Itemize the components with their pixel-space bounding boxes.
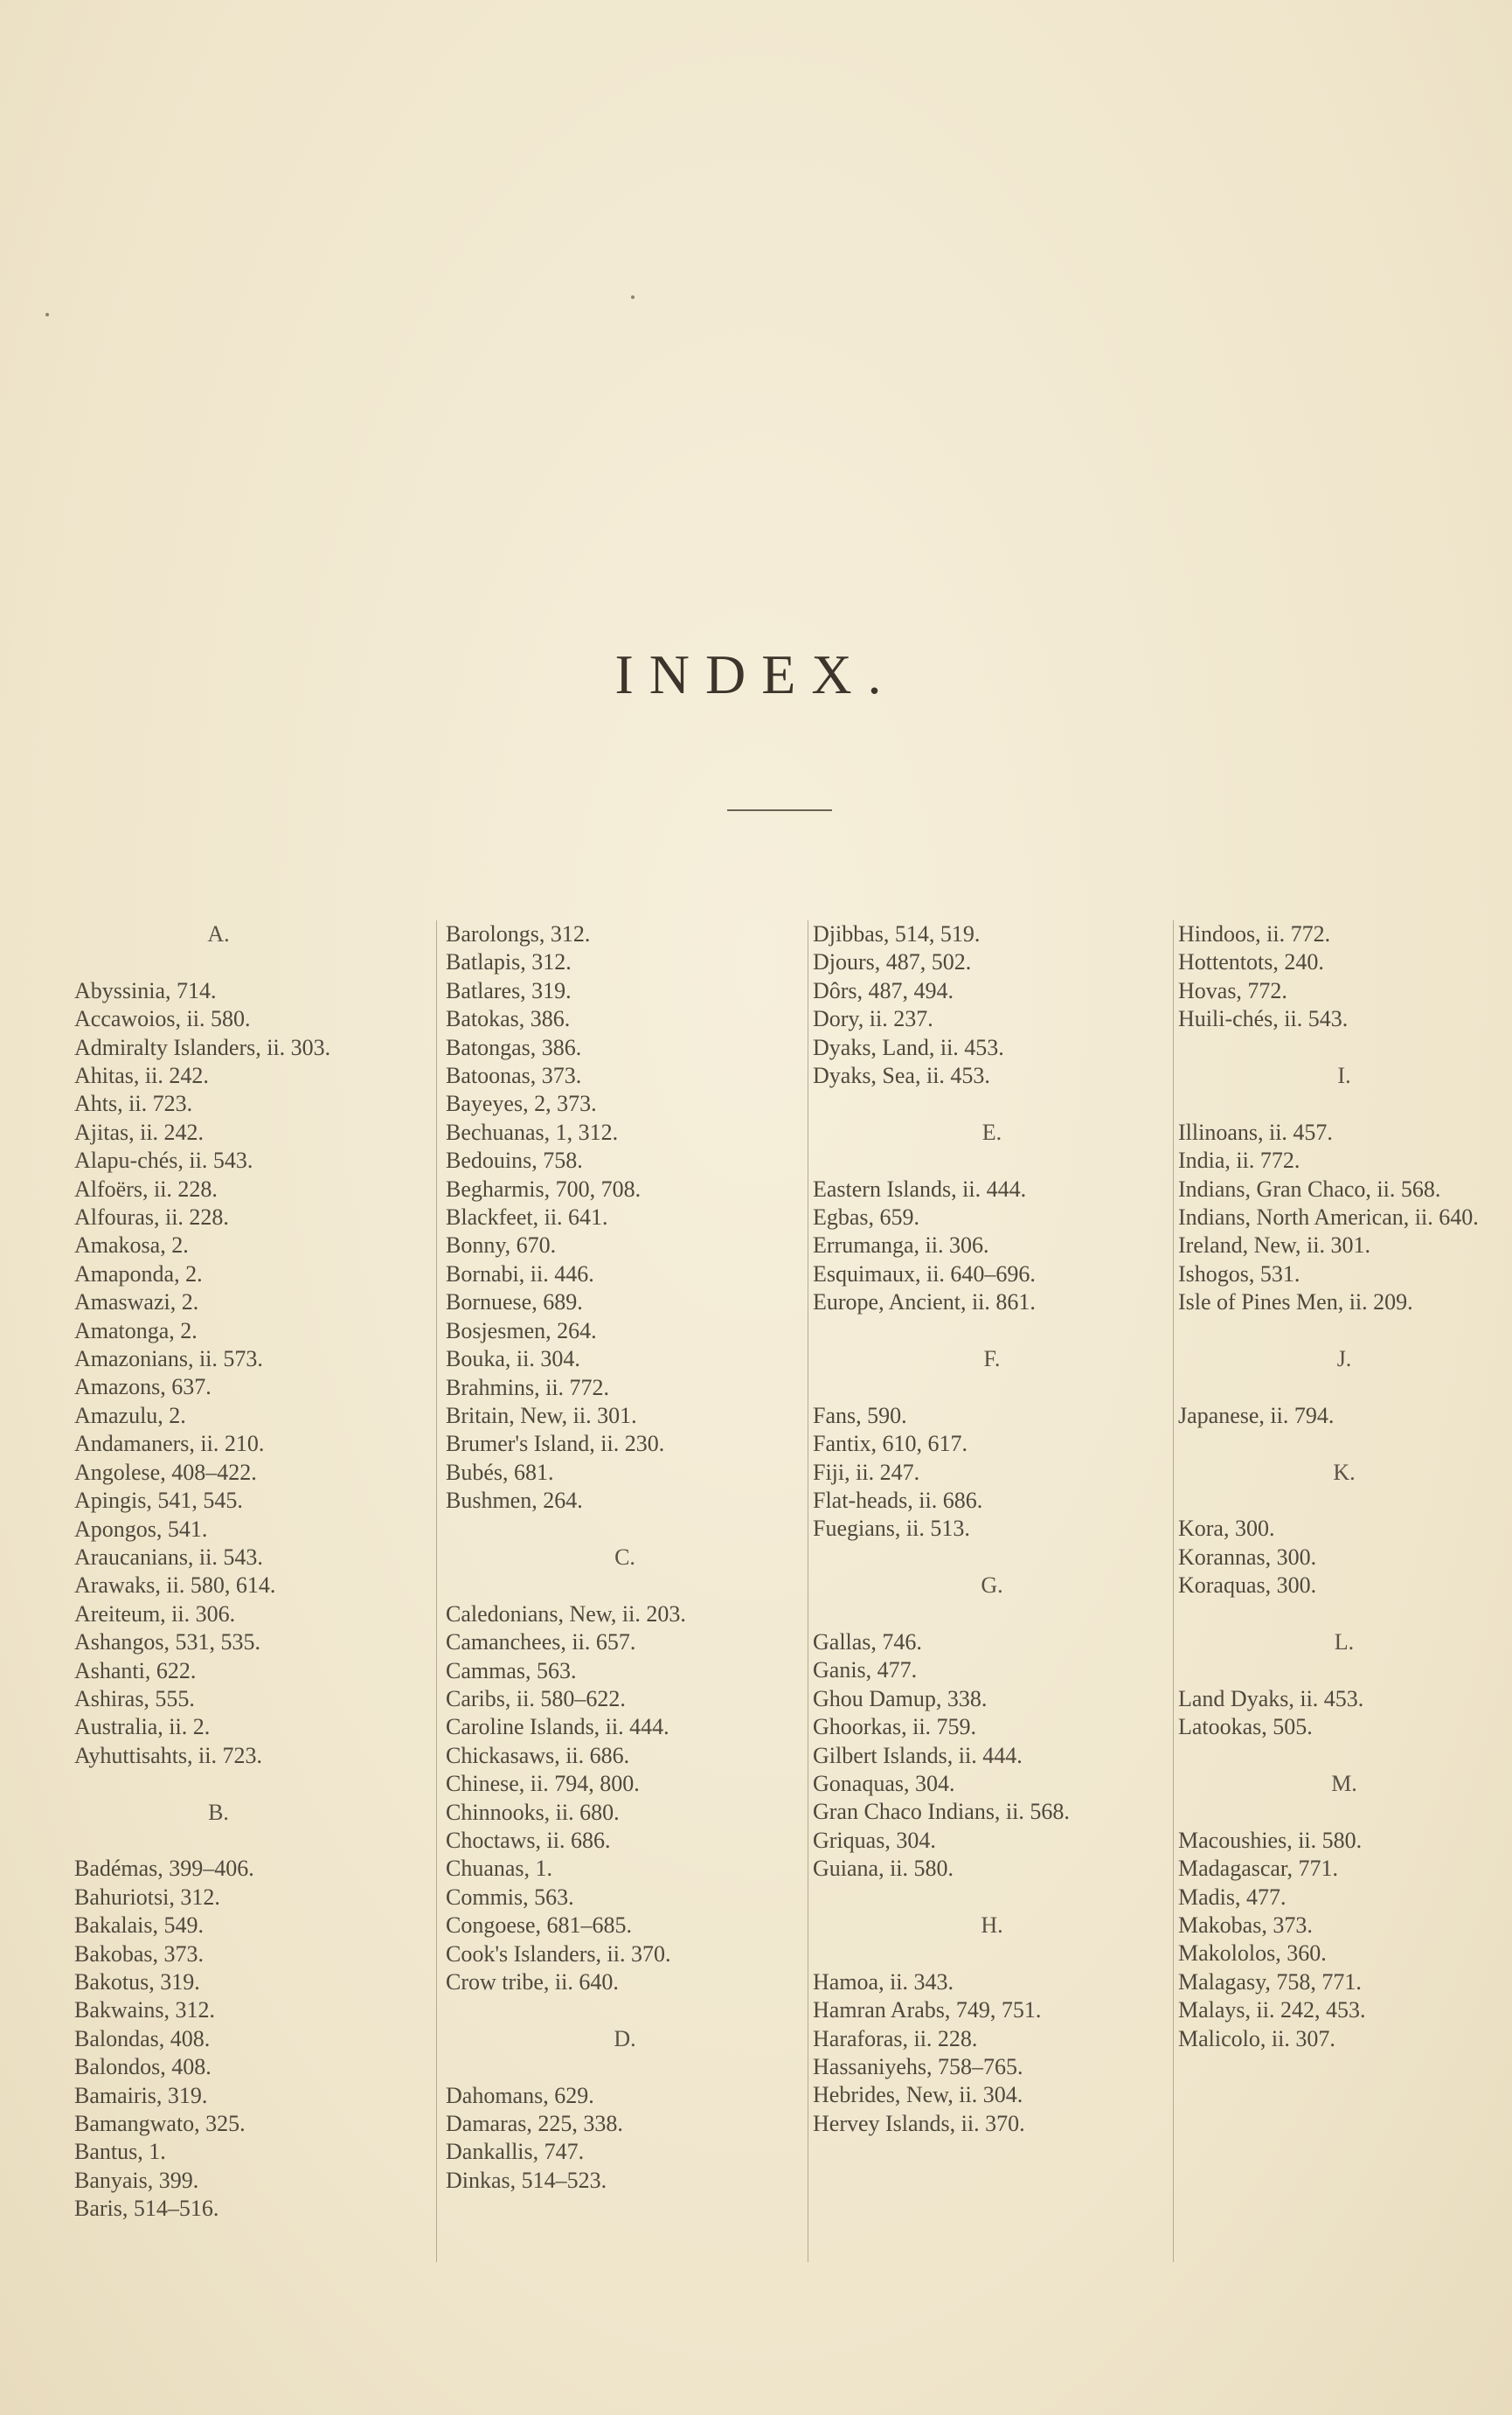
index-column-3: [813, 920, 1171, 2138]
index-entry: Bechuanas, 1, 312.: [446, 1119, 619, 1145]
index-entry: Griquas, 304.: [813, 1827, 936, 1853]
index-entry: Latookas, 505.: [1178, 1714, 1313, 1740]
index-entry: Commis, 563.: [446, 1884, 574, 1910]
index-entry: Cook's Islanders, ii. 370.: [446, 1940, 671, 1967]
index-column-4: [1178, 920, 1510, 2053]
index-entry: Malagasy, 758, 771.: [1178, 1968, 1362, 1995]
index-entry: Ashanti, 622.: [74, 1657, 197, 1683]
index-entry: Amatonga, 2.: [74, 1317, 198, 1343]
section-gap: [813, 1884, 1171, 1912]
index-entry: Hassaniyehs, 758–765.: [813, 2054, 1023, 2080]
index-entry: Illinoans, ii. 457.: [1178, 1119, 1333, 1145]
index-entry: Ghoorkas, ii. 759.: [813, 1714, 977, 1740]
index-entry: Alapu-chés, ii. 543.: [74, 1148, 253, 1174]
index-entry: Gonaquas, 304.: [813, 1771, 955, 1797]
index-entry: Bushmen, 264.: [446, 1488, 583, 1514]
index-entry: Australia, ii. 2.: [74, 1714, 211, 1740]
index-entry: Caribs, ii. 580–622.: [446, 1685, 626, 1711]
index-entry: Djibbas, 514, 519.: [813, 921, 981, 947]
index-entry: Hovas, 772.: [1178, 977, 1287, 1003]
index-entry: Batokas, 386.: [446, 1006, 571, 1032]
index-entry: Bamangwato, 325.: [74, 2110, 246, 2136]
section-letter-heading: J.: [1336, 1346, 1352, 1372]
index-entry: Malicolo, ii. 307.: [1178, 2025, 1335, 2051]
index-entry: Amazons, 637.: [74, 1374, 212, 1400]
section-letter-heading: E.: [981, 1119, 1002, 1145]
index-entry: Caroline Islands, ii. 444.: [446, 1714, 669, 1740]
index-entry: Bamairis, 319.: [74, 2082, 208, 2108]
index-entry: Bakwains, 312.: [74, 1997, 216, 2023]
index-entry: Hamoa, ii. 343.: [813, 1968, 954, 1995]
index-entry: Hervey Islands, ii. 370.: [813, 2110, 1025, 2136]
index-entry: Alfoërs, ii. 228.: [74, 1176, 218, 1202]
index-entry: Makobas, 373.: [1178, 1912, 1313, 1938]
index-entry: Djours, 487, 502.: [813, 949, 972, 975]
section-gap: [1178, 1317, 1510, 1345]
index-entry: Bayeyes, 2, 373.: [446, 1091, 597, 1117]
index-entry: Balondos, 408.: [74, 2054, 212, 2080]
section-letter-heading: M.: [1331, 1770, 1357, 1796]
section-letter-heading: F.: [983, 1346, 1001, 1372]
index-entry: Korannas, 300.: [1178, 1544, 1317, 1570]
section-gap: [813, 1317, 1171, 1345]
index-entry: Britain, New, ii. 301.: [446, 1402, 637, 1428]
section-letter-heading: I.: [1337, 1063, 1351, 1089]
index-entry: Brahmins, ii. 772.: [446, 1374, 610, 1400]
index-entry: Amazulu, 2.: [74, 1402, 186, 1428]
index-entry: Ghou Damup, 338.: [813, 1685, 988, 1711]
index-entry: Arawaks, ii. 580, 614.: [74, 1572, 276, 1599]
index-entry: Bedouins, 758.: [446, 1148, 583, 1174]
page-title: INDEX.: [614, 643, 898, 705]
index-entry: Indians, North American, ii. 640.: [1178, 1204, 1479, 1231]
index-entry: Ganis, 477.: [813, 1657, 918, 1683]
index-entry: Fantix, 610, 617.: [813, 1431, 968, 1457]
index-entry: Dankallis, 747.: [446, 2139, 585, 2165]
index-entry: Gilbert Islands, ii. 444.: [813, 1742, 1023, 1768]
section-gap: [1178, 1034, 1510, 1062]
index-entry: Damaras, 225, 338.: [446, 2110, 623, 2136]
index-entry: Gran Chaco Indians, ii. 568.: [813, 1799, 1070, 1825]
index-entry: Batongas, 386.: [446, 1034, 582, 1060]
section-gap: [446, 1996, 804, 2024]
index-entry: Amaswazi, 2.: [74, 1289, 199, 1315]
index-entry: Indians, Gran Chaco, ii. 568.: [1178, 1176, 1441, 1202]
index-entry: Gallas, 746.: [813, 1629, 922, 1655]
index-entry: Andamaners, ii. 210.: [74, 1431, 265, 1457]
index-entry: Macoushies, ii. 580.: [1178, 1827, 1363, 1853]
index-entry: Areiteum, ii. 306.: [74, 1600, 236, 1627]
section-letter-heading: G.: [981, 1572, 1003, 1599]
index-entry: Ahitas, ii. 242.: [74, 1063, 209, 1088]
index-entry: Bonny, 670.: [446, 1232, 557, 1259]
index-entry: Blackfeet, ii. 641.: [446, 1204, 608, 1231]
index-entry: Ishogos, 531.: [1178, 1260, 1300, 1287]
section-gap: [813, 1090, 1171, 1118]
index-entry: Isle of Pines Men, ii. 209.: [1178, 1289, 1413, 1315]
column-divider: [1173, 920, 1174, 2262]
section-gap: [1178, 1430, 1510, 1458]
index-entry: Ashangos, 531, 535.: [74, 1629, 261, 1655]
index-entry: Dory, ii. 237.: [813, 1006, 933, 1032]
index-entry: Huili-chés, ii. 543.: [1178, 1006, 1349, 1032]
index-entry: Abyssinia, 714.: [74, 977, 217, 1003]
index-entry: Eastern Islands, ii. 444.: [813, 1176, 1027, 1202]
index-entry: Baris, 514–516.: [74, 2196, 219, 2222]
index-entry: Chuanas, 1.: [446, 1856, 553, 1882]
index-entry: Hamran Arabs, 749, 751.: [813, 1997, 1042, 2023]
index-entry: Dahomans, 629.: [446, 2082, 594, 2108]
index-entry: Admiralty Islanders, ii. 303.: [74, 1034, 331, 1060]
section-letter-heading: K.: [1333, 1459, 1356, 1485]
section-gap: [446, 1516, 804, 1544]
index-entry: Barolongs, 312.: [446, 921, 591, 947]
section-letter-heading: L.: [1334, 1629, 1355, 1655]
section-letter-heading: C.: [614, 1544, 635, 1570]
index-entry: Congoese, 681–685.: [446, 1912, 633, 1939]
index-entry: Hebrides, New, ii. 304.: [813, 2082, 1023, 2108]
index-entry: Madagascar, 771.: [1178, 1856, 1339, 1882]
index-entry: Batoonas, 373.: [446, 1063, 582, 1089]
index-entry: Koraquas, 300.: [1178, 1572, 1317, 1599]
index-entry: Accawoios, ii. 580.: [74, 1006, 251, 1032]
index-entry: Madis, 477.: [1178, 1884, 1287, 1910]
index-entry: Crow tribe, ii. 640.: [446, 1968, 619, 1995]
index-entry: Batlapis, 312.: [446, 949, 572, 975]
index-entry: Balondas, 408.: [74, 2025, 211, 2051]
index-entry: Hottentots, 240.: [1178, 949, 1324, 975]
index-entry: Banyais, 399.: [74, 2167, 199, 2193]
index-entry: Camanchees, ii. 657.: [446, 1629, 636, 1655]
index-entry: Bornuese, 689.: [446, 1289, 583, 1315]
index-entry: Alfouras, ii. 228.: [74, 1204, 229, 1231]
index-entry: Brumer's Island, ii. 230.: [446, 1431, 665, 1457]
index-entry: Batlares, 319.: [446, 977, 572, 1003]
index-entry: Fiji, ii. 247.: [813, 1459, 920, 1485]
index-entry: Europe, Ancient, ii. 861.: [813, 1289, 1036, 1315]
index-entry: Haraforas, ii. 228.: [813, 2025, 978, 2051]
index-entry: Bakalais, 549.: [74, 1912, 205, 1939]
index-entry: Choctaws, ii. 686.: [446, 1827, 611, 1853]
index-entry: Egbas, 659.: [813, 1204, 920, 1231]
index-entry: Chinese, ii. 794, 800.: [446, 1771, 640, 1797]
index-entry: Malays, ii. 242, 453.: [1178, 1997, 1366, 2023]
index-entry: Amakosa, 2.: [74, 1232, 189, 1259]
paper-speck: [631, 295, 635, 299]
index-entry: Flat-heads, ii. 686.: [813, 1488, 983, 1514]
title-rule: [727, 809, 832, 811]
index-entry: Guiana, ii. 580.: [813, 1856, 954, 1882]
index-entry: Amaponda, 2.: [74, 1260, 203, 1287]
index-entry: Ayhuttisahts, ii. 723.: [74, 1742, 263, 1768]
section-gap: [1178, 1742, 1510, 1770]
index-column-1: [74, 920, 424, 2224]
index-entry: Dyaks, Land, ii. 453.: [813, 1034, 1004, 1060]
index-entry: Bahuriotsi, 312.: [74, 1884, 220, 1910]
index-entry: Makololos, 360.: [1178, 1940, 1327, 1967]
paper-speck: [45, 313, 49, 316]
index-entry: Begharmis, 700, 708.: [446, 1176, 642, 1202]
index-entry: Japanese, ii. 794.: [1178, 1402, 1335, 1428]
index-entry: Ireland, New, ii. 301.: [1178, 1232, 1370, 1259]
index-entry: Apingis, 541, 545.: [74, 1488, 243, 1514]
section-letter-heading: A.: [207, 921, 230, 947]
index-entry: Ajitas, ii. 242.: [74, 1119, 205, 1145]
index-entry: Bornabi, ii. 446.: [446, 1260, 594, 1287]
index-entry: Land Dyaks, ii. 453.: [1178, 1685, 1364, 1711]
index-entry: Araucanians, ii. 543.: [74, 1544, 263, 1570]
index-entry: India, ii. 772.: [1178, 1148, 1300, 1174]
index-entry: Caledonians, New, ii. 203.: [446, 1600, 686, 1627]
column-divider: [436, 920, 437, 2262]
index-entry: Kora, 300.: [1178, 1516, 1275, 1542]
index-entry: Badémas, 399–406.: [74, 1856, 254, 1882]
index-entry: Fuegians, ii. 513.: [813, 1516, 970, 1542]
index-entry: Bakotus, 319.: [74, 1968, 200, 1995]
index-entry: Apongos, 541.: [74, 1516, 208, 1542]
index-entry: Bantus, 1.: [74, 2139, 166, 2165]
index-entry: Ashiras, 555.: [74, 1685, 195, 1711]
index-entry: Errumanga, ii. 306.: [813, 1232, 989, 1259]
index-entry: Dyaks, Sea, ii. 453.: [813, 1063, 990, 1089]
section-gap: [1178, 1600, 1510, 1628]
index-entry: Dinkas, 514–523.: [446, 2167, 607, 2193]
section-gap: [74, 1770, 424, 1798]
index-entry: Fans, 590.: [813, 1402, 907, 1428]
section-gap: [813, 1544, 1171, 1572]
index-entry: Bouka, ii. 304.: [446, 1346, 580, 1372]
index-column-2: [446, 920, 804, 2195]
index-entry: Angolese, 408–422.: [74, 1459, 257, 1485]
index-entry: Ahts, ii. 723.: [74, 1091, 193, 1117]
section-letter-heading: H.: [981, 1912, 1003, 1939]
section-letter-heading: D.: [614, 2025, 636, 2051]
index-entry: Bosjesmen, 264.: [446, 1317, 597, 1343]
index-entry: Cammas, 563.: [446, 1657, 577, 1683]
index-entry: Chinnooks, ii. 680.: [446, 1799, 620, 1825]
index-entry: Hindoos, ii. 772.: [1178, 921, 1331, 947]
index-entry: Bakobas, 373.: [74, 1940, 205, 1967]
section-letter-heading: B.: [208, 1799, 229, 1825]
index-entry: Bubés, 681.: [446, 1459, 554, 1485]
index-entry: Dôrs, 487, 494.: [813, 977, 954, 1003]
index-entry: Chickasaws, ii. 686.: [446, 1742, 630, 1768]
index-entry: Esquimaux, ii. 640–696.: [813, 1260, 1036, 1287]
index-entry: Amazonians, ii. 573.: [74, 1346, 263, 1372]
